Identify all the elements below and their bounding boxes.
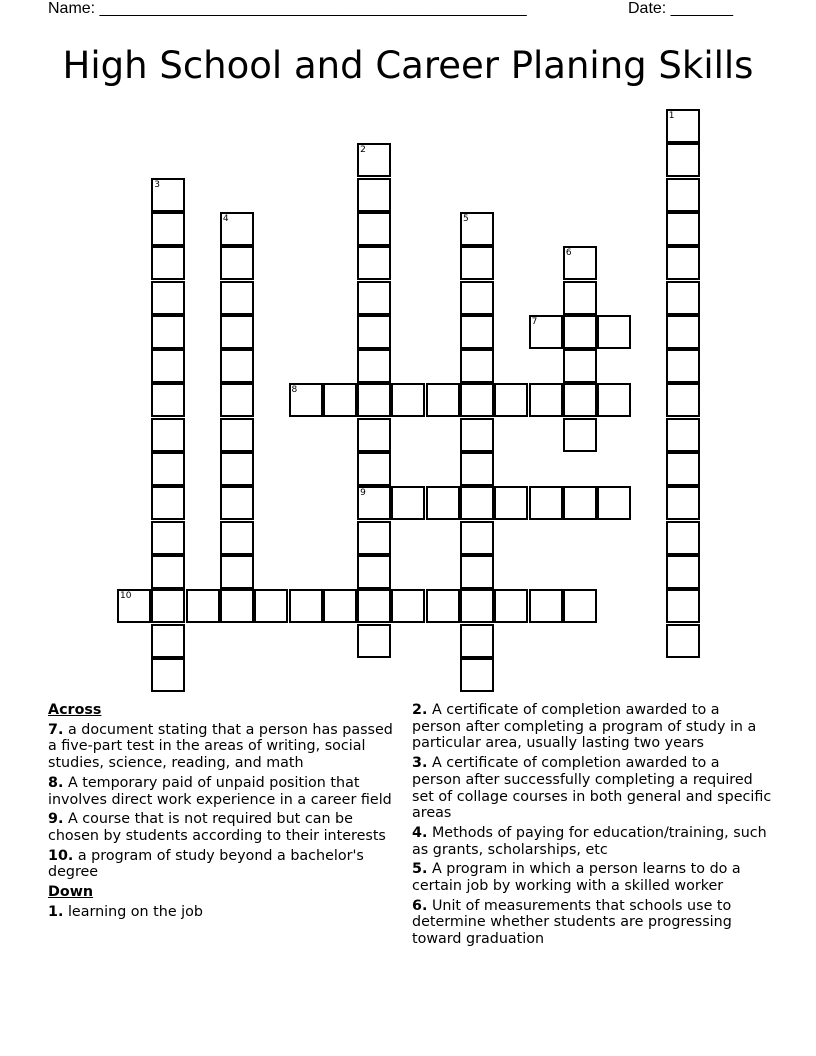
grid-cell — [357, 555, 391, 589]
clue-down-4 — [412, 825, 772, 858]
grid-cell — [151, 418, 185, 452]
grid-cell — [357, 624, 391, 658]
grid-cell — [220, 281, 254, 315]
clue-text: Unit of measurements that schools use to determine whether students are progressing toward graduation — [412, 897, 732, 948]
grid-cell — [220, 349, 254, 383]
grid-cell — [289, 589, 323, 623]
grid-cell — [460, 383, 494, 417]
grid-cell — [666, 452, 700, 486]
grid-cell — [563, 383, 597, 417]
grid-cell — [460, 658, 494, 692]
grid-cell — [666, 143, 700, 177]
grid-cell — [460, 212, 494, 246]
grid-cell — [529, 486, 563, 520]
grid-cell — [597, 486, 631, 520]
grid-cell — [460, 281, 494, 315]
grid-cell — [151, 315, 185, 349]
grid-cell — [666, 349, 700, 383]
clue-text: a program of study beyond a bachelor's degree — [48, 847, 364, 881]
grid-cell — [220, 486, 254, 520]
clue-number-label: 7 — [531, 316, 538, 327]
name-field-label: Name: ________________________________________________ — [48, 0, 527, 17]
clue-number: 7. — [48, 721, 64, 738]
clue-number-label: 4 — [222, 213, 229, 224]
grid-cell — [117, 589, 151, 623]
grid-cell — [529, 315, 563, 349]
grid-cell — [426, 486, 460, 520]
clue-across-8 — [48, 775, 404, 808]
grid-cell — [151, 658, 185, 692]
grid-cell — [529, 589, 563, 623]
down-heading: Down — [48, 884, 94, 901]
clue-number: 8. — [48, 774, 64, 791]
grid-cell — [220, 246, 254, 280]
clue-down-6 — [412, 898, 772, 948]
grid-cell — [289, 383, 323, 417]
grid-cell — [666, 383, 700, 417]
grid-cell — [666, 555, 700, 589]
grid-cell — [460, 349, 494, 383]
grid-cell — [220, 212, 254, 246]
grid-cell — [151, 521, 185, 555]
clue-number-label: 1 — [668, 111, 675, 121]
grid-cell — [151, 178, 185, 212]
grid-cell — [666, 521, 700, 555]
across-heading: Across — [48, 702, 102, 718]
grid-cell — [151, 246, 185, 280]
clue-down-1 — [48, 904, 404, 921]
grid-cell — [666, 212, 700, 246]
clue-number: 6. — [412, 897, 428, 914]
grid-cell — [460, 452, 494, 486]
grid-cell — [563, 281, 597, 315]
grid-cell — [220, 418, 254, 452]
clue-across-9 — [48, 811, 404, 844]
grid-cell — [494, 486, 528, 520]
grid-cell — [151, 452, 185, 486]
grid-cell — [357, 349, 391, 383]
grid-cell — [460, 315, 494, 349]
clue-text: A program in which a person learns to do a certain job by working with a skilled worker — [412, 861, 741, 895]
grid-cell — [151, 555, 185, 589]
grid-cell — [666, 281, 700, 315]
clue-number: 10. — [48, 847, 74, 864]
clue-number: 2. — [412, 702, 428, 718]
grid-cell — [151, 486, 185, 520]
clue-number-label: 8 — [291, 385, 298, 396]
grid-cell — [151, 383, 185, 417]
clue-across-10 — [48, 848, 404, 881]
page-title: High School and Career Planing Skills — [62, 44, 754, 87]
clue-number-label: 3 — [154, 179, 161, 190]
grid-cell — [220, 383, 254, 417]
clue-text: A temporary paid of unpaid position that involves direct work experience in a career field — [48, 774, 392, 808]
grid-cell — [357, 589, 391, 623]
clue-number-label: 5 — [463, 213, 469, 224]
grid-cell — [323, 383, 357, 417]
grid-cell — [151, 349, 185, 383]
grid-cell — [220, 555, 254, 589]
grid-cell — [597, 315, 631, 349]
grid-cell — [666, 315, 700, 349]
grid-cell — [563, 418, 597, 452]
grid-cell — [254, 589, 288, 623]
grid-cell — [323, 589, 357, 623]
clue-down-2 — [412, 702, 772, 752]
grid-cell — [666, 486, 700, 520]
grid-cell — [460, 486, 494, 520]
clues-right-column — [412, 702, 772, 951]
clue-number-label: 2 — [360, 145, 366, 156]
grid-cell — [357, 281, 391, 315]
grid-cell — [666, 246, 700, 280]
grid-cell — [460, 246, 494, 280]
clue-text: a document stating that a person has passed a five-part test in the areas of writing, social studies, science, reading, and math — [48, 721, 393, 772]
clue-text: A course that is not required but can be chosen by students according to their interests — [48, 811, 386, 844]
grid-cell — [426, 589, 460, 623]
clue-number: 3. — [412, 755, 428, 772]
grid-cell — [357, 418, 391, 452]
grid-cell — [494, 383, 528, 417]
grid-cell — [666, 624, 700, 658]
clues-left-column — [48, 702, 404, 923]
grid-cell — [666, 418, 700, 452]
grid-cell — [357, 521, 391, 555]
grid-cell — [220, 452, 254, 486]
clue-across-7 — [48, 722, 404, 772]
clue-number: 4. — [412, 824, 428, 841]
grid-cell — [460, 555, 494, 589]
grid-cell — [357, 143, 391, 177]
grid-cell — [494, 589, 528, 623]
grid-cell — [391, 383, 425, 417]
grid-cell — [563, 589, 597, 623]
grid-cell — [220, 315, 254, 349]
grid-cell — [357, 383, 391, 417]
clue-number-label: 10 — [120, 591, 132, 602]
grid-cell — [357, 486, 391, 520]
grid-cell — [357, 315, 391, 349]
grid-cell — [666, 589, 700, 623]
clue-text: A certificate of completion awarded to a person after completing a program of study in a particular area, usually lasting two years — [412, 702, 757, 752]
grid-cell — [426, 383, 460, 417]
clue-number: 9. — [48, 811, 64, 828]
clue-text: Methods of paying for education/training, such as grants, scholarships, etc — [412, 824, 767, 858]
grid-cell — [563, 246, 597, 280]
clue-number: 5. — [412, 861, 428, 878]
grid-cell — [151, 589, 185, 623]
clue-text: learning on the job — [67, 903, 203, 920]
grid-cell — [151, 624, 185, 658]
grid-cell — [357, 452, 391, 486]
clue-number-label: 6 — [565, 248, 572, 259]
grid-cell — [460, 589, 494, 623]
grid-cell — [666, 178, 700, 212]
grid-cell — [666, 109, 700, 143]
clue-down-3 — [412, 755, 772, 822]
grid-cell — [563, 486, 597, 520]
grid-cell — [460, 418, 494, 452]
grid-cell — [391, 589, 425, 623]
grid-cell — [220, 521, 254, 555]
grid-cell — [563, 349, 597, 383]
grid-cell — [357, 246, 391, 280]
grid-cell — [563, 315, 597, 349]
grid-cell — [151, 281, 185, 315]
clue-number: 1. — [48, 903, 64, 920]
grid-cell — [357, 178, 391, 212]
grid-cell — [220, 589, 254, 623]
grid-cell — [460, 624, 494, 658]
grid-cell — [391, 486, 425, 520]
grid-cell — [151, 212, 185, 246]
grid-cell — [186, 589, 220, 623]
date-field-label: Date: _______ — [628, 0, 733, 17]
clue-down-5 — [412, 861, 772, 894]
grid-cell — [460, 521, 494, 555]
grid-cell — [529, 383, 563, 417]
grid-cell — [597, 383, 631, 417]
clue-text: A certificate of completion awarded to a person after successfully completing a required set of collage courses in both general and specific areas — [412, 755, 772, 822]
grid-cell — [357, 212, 391, 246]
clue-number-label: 9 — [360, 488, 366, 499]
